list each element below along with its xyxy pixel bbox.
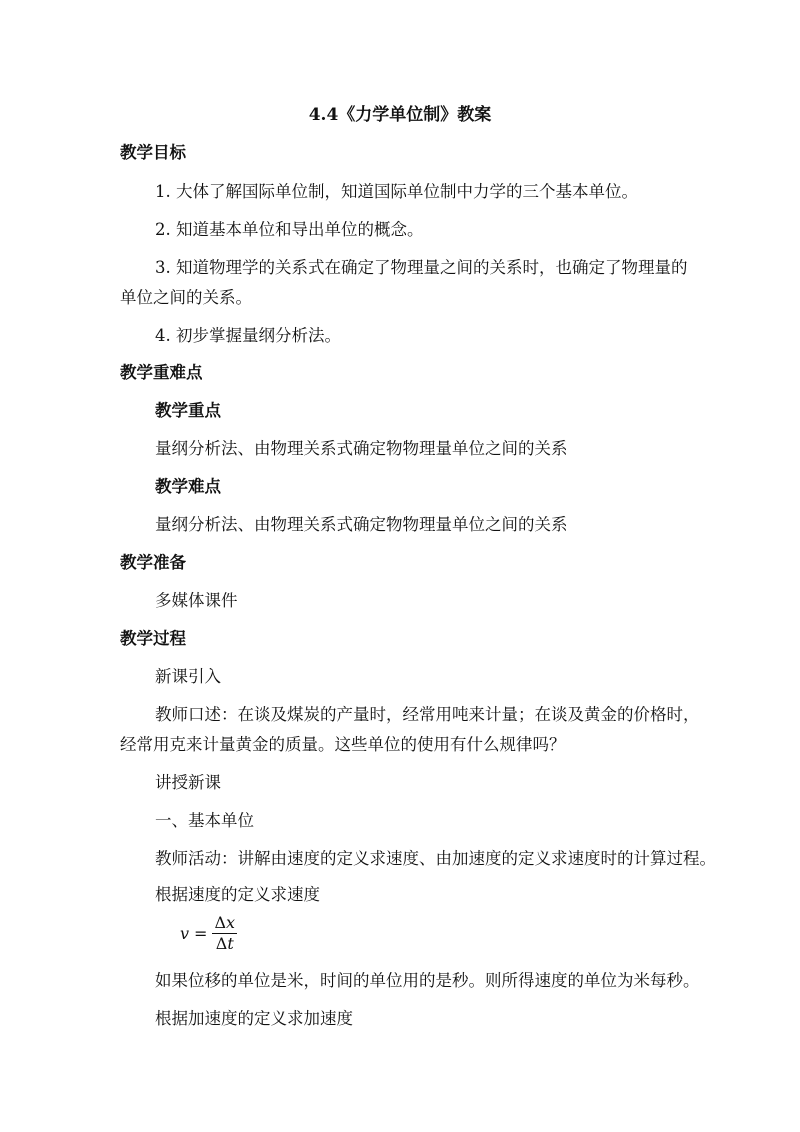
preparation-heading: 教学准备 <box>120 553 186 572</box>
key-points-text: 量纲分析法、由物理关系式确定物物理量单位之间的关系 <box>155 439 568 458</box>
objective-item-1: 1. 大体了解国际单位制，知道国际单位制中力学的三个基本单位。 <box>155 182 638 201</box>
objective-item-4: 4. 初步掌握量纲分析法。 <box>155 326 341 345</box>
process-line-teacher-speech: 教师口述：在谈及煤炭的产量时，经常用吨来计量；在谈及黄金的价格时， <box>155 705 700 724</box>
formula-equals: = <box>194 924 208 943</box>
objective-item-3-continued: 单位之间的关系。 <box>120 288 252 307</box>
objective-item-2: 2. 知道基本单位和导出单位的概念。 <box>155 220 424 239</box>
numerator-delta: Δ <box>214 913 227 932</box>
document-title: 4.4《力学单位制》教案 <box>308 105 492 125</box>
formula-lhs: v <box>180 924 190 943</box>
difficulties-heading: 教学重难点 <box>120 363 203 382</box>
process-line-velocity-unit: 如果位移的单位是米，时间的单位用的是秒。则所得速度的单位为米每秒。 <box>155 971 700 990</box>
process-line-new-lesson: 讲授新课 <box>155 773 221 792</box>
process-line-teacher-speech-continued: 经常用克来计量黄金的质量。这些单位的使用有什么规律吗？ <box>120 735 566 754</box>
denominator-var: t <box>227 934 234 953</box>
velocity-formula <box>180 914 237 953</box>
formula-denominator <box>216 934 234 953</box>
difficult-points-heading: 教学难点 <box>155 477 221 496</box>
process-line-velocity-def: 根据速度的定义求速度 <box>155 885 320 904</box>
process-heading: 教学过程 <box>120 629 186 648</box>
numerator-var: x <box>226 913 236 932</box>
key-points-heading: 教学重点 <box>155 401 221 420</box>
objectives-heading: 教学目标 <box>120 143 186 162</box>
difficult-points-text: 量纲分析法、由物理关系式确定物物理量单位之间的关系 <box>155 515 568 534</box>
process-line-acceleration-def: 根据加速度的定义求加速度 <box>155 1009 353 1028</box>
process-line-teacher-activity: 教师活动：讲解由速度的定义求速度、由加速度的定义求速度时的计算过程。 <box>155 849 716 868</box>
process-line-intro: 新课引入 <box>155 667 221 686</box>
objective-item-3: 3. 知道物理学的关系式在确定了物理量之间的关系时，也确定了物理量的 <box>155 258 688 277</box>
process-line-section-one: 一、基本单位 <box>155 811 254 830</box>
preparation-text: 多媒体课件 <box>155 591 238 610</box>
denominator-delta: Δ <box>215 934 228 953</box>
formula-fraction <box>212 914 237 953</box>
formula-numerator <box>212 914 237 934</box>
